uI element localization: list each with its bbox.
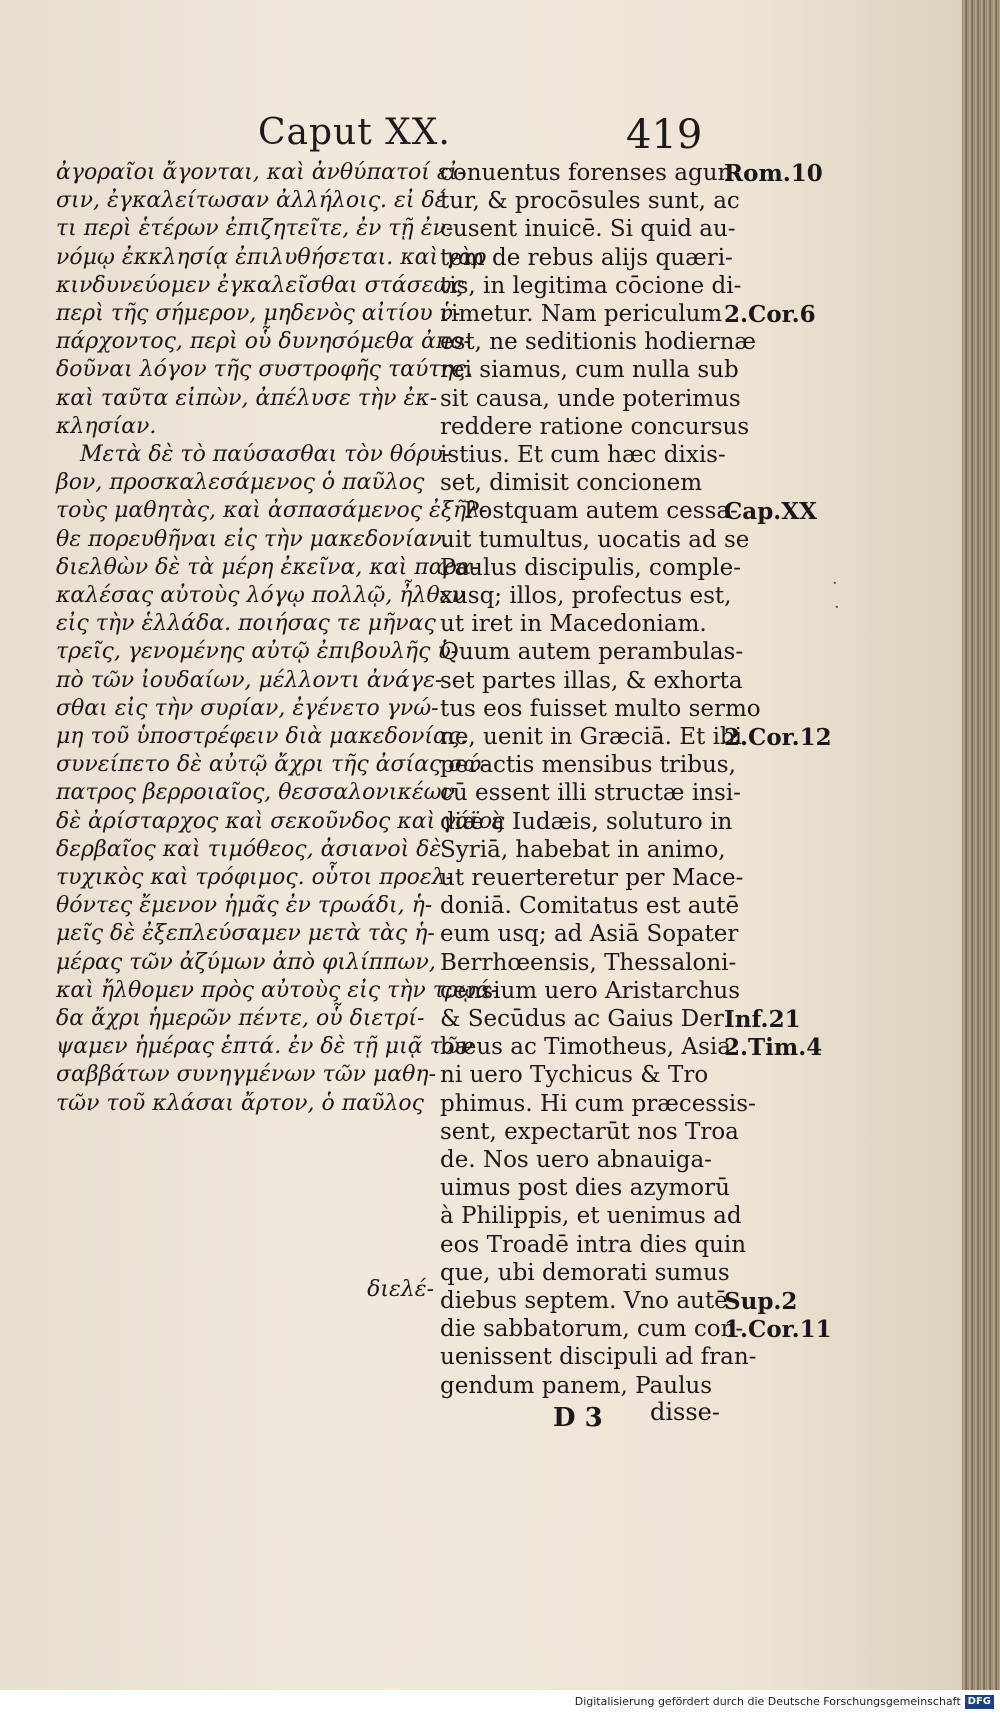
text-line: doniā. Comitatus est autē [440, 893, 740, 920]
chapter-heading: Caput XX. [258, 112, 451, 153]
text-line: reddere ratione concursus [440, 413, 750, 440]
margin-note: 2.Cor.12 [724, 724, 832, 751]
text-line: uimus post dies azymorū [440, 1175, 730, 1202]
text-line: & Secūdus ac Gaius Der [440, 1006, 724, 1032]
text-line: conuentus forenses agun- [440, 160, 741, 186]
text-line: διελέ- [367, 1276, 434, 1302]
text-line: uit tumultus, uocatis ad se [440, 526, 750, 553]
text-line: συνείπετο δὲ αὐτῷ ἄχρι τῆς ἀσίας σώ- [56, 752, 489, 778]
margin-mark: · [834, 597, 840, 618]
text-line: διελθὼν δὲ τὰ μέρη ἐκεῖνα, καὶ παρα- [56, 554, 479, 580]
text-line: σθαι εἰς τὴν συρίαν, ἐγένετο γνώ- [56, 695, 439, 721]
text-line: καὶ ἤλθομεν πρὸς αὐτοὺς εἰς τὴν τρῳά- [56, 977, 499, 1003]
text-line: tem de rebus alijs quæri- [440, 244, 733, 271]
text-line: θε πορευθῆναι εἰς τὴν μακεδονίαν. [56, 526, 449, 552]
page-edges [962, 0, 1000, 1714]
text-line: eos Troadē intra dies quin [440, 1231, 747, 1258]
dfg-logo: DFG [965, 1695, 994, 1709]
text-line: ut reuerteretur per Mace- [440, 865, 744, 891]
text-line: diæ à Iudæis, soluturo in [440, 808, 733, 835]
text-line: sit causa, unde poterimus [440, 385, 741, 412]
text-line: cū essent illi structæ insi- [440, 780, 741, 807]
text-line: Berrhœensis, Thessaloni- [440, 949, 737, 976]
text-line: τυχικὸς καὶ τρόφιμος. οὗτοι προελ- [56, 865, 454, 890]
page-number: 419 [626, 112, 703, 158]
margin-note: Rom.10 [724, 160, 823, 187]
catchword: disse- [650, 1398, 720, 1426]
text-line: ψαμεν ἡμέρας ἑπτά. ἐν δὲ τῇ μιᾷ τῶν [56, 1034, 474, 1060]
digitization-footer [0, 1690, 1000, 1714]
text-line: Syriā, habebat in animo, [440, 836, 726, 863]
text-line: δὲ ἀρίσταρχος καὶ σεκοῦνδος καὶ γάϊος [56, 808, 505, 834]
text-line: tis, in legitima cōcione di- [440, 272, 742, 299]
text-line: ni uero Tychicus & Tro [440, 1062, 709, 1089]
text-line: μη τοῦ ὑποστρέφειν διὰ μακεδονίας. [56, 724, 468, 749]
text-line: νόμῳ ἐκκλησίᾳ ἐπιλυθήσεται. καὶ γὰρ [56, 244, 487, 270]
text-line: ut iret in Macedoniam. [440, 611, 707, 638]
text-line: eum usq; ad Asiā Sopater [440, 921, 739, 948]
text-line: Μετὰ δὲ τὸ παύσασθαι τὸν θόρυ- [80, 442, 451, 467]
margin-note: 2.Tim.4 [724, 1034, 823, 1062]
text-line: uenissent discipuli ad fran- [440, 1344, 757, 1371]
text-line: ne, uenit in Græciā. Et ibi [440, 724, 743, 750]
margin-note: Inf.21 [724, 1006, 801, 1033]
text-line: phimus. Hi cum præcessis- [440, 1090, 756, 1117]
text-line: diebus septem. Vno autē [440, 1288, 728, 1314]
text-line: μεῖς δὲ ἐξεπλεύσαμεν μετὰ τὰς ἡ- [56, 921, 435, 947]
text-line: die sabbatorum, cum con- [440, 1316, 744, 1343]
text-line: de. Nos uero abnauiga- [440, 1147, 712, 1173]
text-line: δερβαῖος καὶ τιμόθεος, ἀσιανοὶ δὲ [56, 836, 442, 862]
text-line: τι περὶ ἑτέρων ἐπιζητεῖτε, ἐν τῇ ἐν- [56, 216, 454, 242]
text-line: σιν, ἐγκαλείτωσαν ἀλλήλοις. εἰ δέ [56, 188, 447, 214]
text-line: καὶ ταῦτα εἰπὼν, ἀπέλυσε τὴν ἐκ- [56, 385, 438, 411]
text-line: σαββάτων συνηγμένων τῶν μαθη- [56, 1062, 437, 1088]
text-line: Paulus discipulis, comple- [440, 554, 742, 581]
text-line: tur, & procōsules sunt, ac [440, 188, 740, 215]
text-line: πατρος βερροιαῖος, θεσσαλονικέων [56, 780, 455, 806]
text-line: καλέσας αὐτοὺς λόγῳ πολλῷ, ἦλθεν [56, 583, 465, 608]
text-line: à Philippis, et uenimus ad [440, 1203, 742, 1230]
text-line: πάρχοντος, περὶ οὗ δυνησόμεθα ἀπο- [56, 329, 471, 355]
text-line: sent, expectarūt nos Troa [440, 1118, 739, 1145]
text-line: πὸ τῶν ἰουδαίων, μέλλοντι ἀνάγε- [56, 667, 443, 693]
margin-note: Cap.XX [724, 498, 817, 526]
text-line: peractis mensibus tribus, [440, 752, 736, 779]
text-line: tus eos fuisset multo sermo [440, 695, 761, 722]
text-line: βον, προσκαλεσάμενος ὁ παῦλος [56, 470, 425, 496]
text-line: κλησίαν. [56, 413, 157, 439]
text-line: set partes illas, & exhorta [440, 667, 743, 694]
text-line: τοὺς μαθητὰς, καὶ ἀσπασάμενος ἐξῆλ- [56, 498, 488, 524]
text-line: que, ubi demorati sumus [440, 1259, 730, 1286]
text-line: istius. Et cum hæc dixis- [440, 442, 726, 468]
text-line: Quum autem perambulas- [440, 639, 744, 666]
text-line: gendum panem, Paulus [440, 1372, 713, 1399]
text-line: δοῦναι λόγον τῆς συστροφῆς ταύτης. [56, 357, 474, 383]
text-line: censium uero Aristarchus [440, 977, 740, 1004]
signature-mark: D 3 [553, 1403, 603, 1433]
text-line: rei siamus, cum nulla sub [440, 357, 739, 384]
text-line: rimetur. Nam periculum [440, 301, 723, 327]
text-line: θόντες ἔμενον ἡμᾶς ἐν τρωάδι, ἡ- [56, 893, 433, 919]
margin-note: 1.Cor.11 [724, 1316, 832, 1344]
text-line: τῶν τοῦ κλάσαι ἄρτον, ὁ παῦλος [56, 1090, 424, 1116]
text-line: εἰς τὴν ἑλλάδα. ποιήσας τε μῆνας [56, 611, 436, 637]
text-line: xusq; illos, profectus est, [440, 583, 732, 609]
margin-note: 2.Cor.6 [724, 301, 816, 328]
text-line: est, ne seditionis hodiernæ [440, 329, 757, 356]
footer-text: Digitalisierung gefördert durch die Deutsche Forschungsgemeinschaft [574, 1695, 961, 1708]
text-line: ἀγοραῖοι ἄγονται, καὶ ἀνθύπατοί εἰ- [56, 160, 465, 185]
text-line: μέρας τῶν ἀζύμων ἀπὸ φιλίππων, [56, 949, 436, 975]
text-line: cusent inuicē. Si quid au- [440, 216, 736, 243]
margin-mark: · [832, 573, 838, 594]
text-line: set, dimisit concionem [440, 470, 703, 497]
text-line: κινδυνεύομεν ἐγκαλεῖσθαι στάσεως [56, 272, 464, 298]
margin-note: Sup.2 [724, 1288, 798, 1315]
text-line: Postquam autem cessa- [464, 498, 738, 525]
text-line: δα ἄχρι ἡμερῶν πέντε, οὗ διετρί- [56, 1006, 425, 1031]
text-line: τρεῖς, γενομένης αὐτῷ ἐπιβουλῆς ὑ- [56, 639, 459, 665]
text-line: περὶ τῆς σήμερον, μηδενὸς αἰτίου ὑ- [56, 301, 461, 326]
text-line: bæus ac Timotheus, Asia [440, 1034, 731, 1061]
